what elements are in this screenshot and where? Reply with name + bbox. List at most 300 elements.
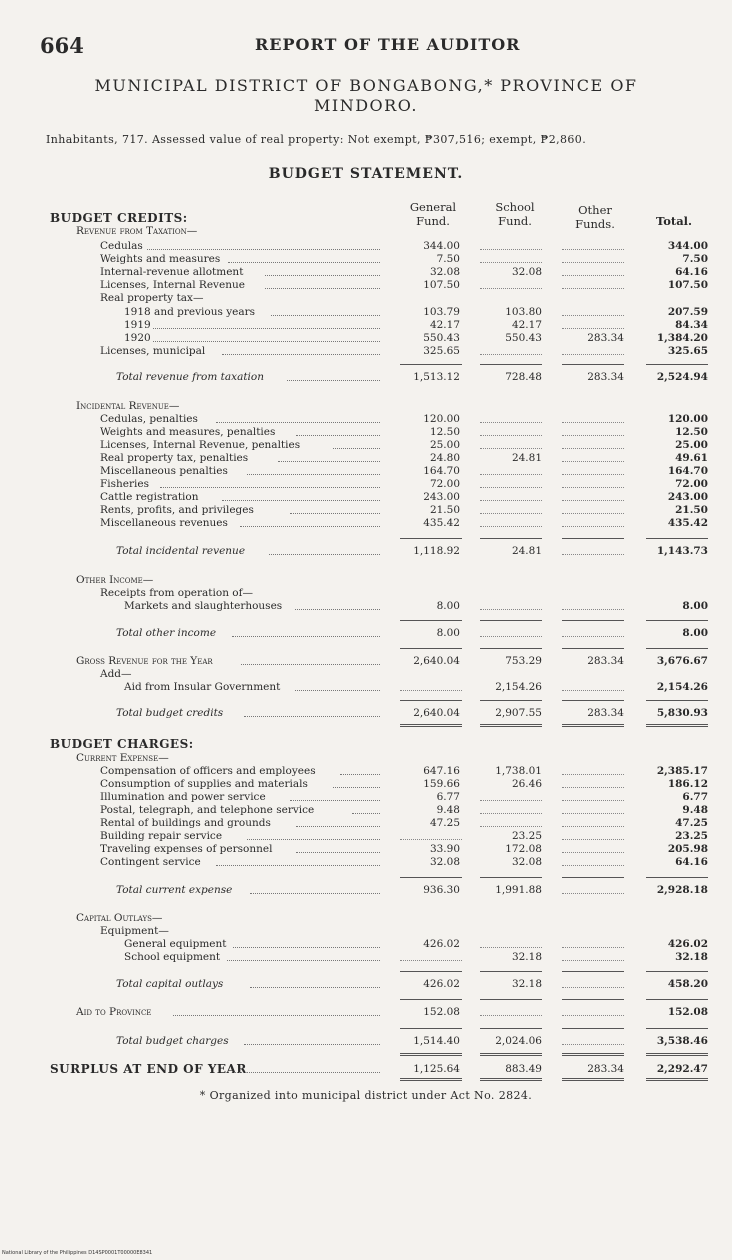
- total-value: 64.16: [675, 266, 708, 278]
- general-fund-value: 42.17: [429, 319, 460, 331]
- subtotal-rule: [480, 1028, 542, 1029]
- empty-cell-leader: [562, 1015, 624, 1016]
- empty-cell-leader: [562, 826, 624, 827]
- table-row: [0, 225, 732, 238]
- school-fund-value: 24.81: [511, 545, 542, 557]
- double-rule: [646, 724, 708, 727]
- inhabitants-line: Inhabitants, 717. Assessed value of real property: Not exempt, ₱307,516; exempt, ₱2,860.: [46, 133, 587, 146]
- table-row: [0, 253, 732, 266]
- school-fund-value: 24.81: [511, 452, 542, 464]
- total-value: 2,524.94: [656, 371, 708, 383]
- table-row: [0, 240, 732, 253]
- total-value: 25.00: [675, 439, 708, 451]
- table-row: [0, 752, 732, 765]
- general-fund-value: 152.08: [423, 1006, 460, 1018]
- general-fund-value: 47.25: [429, 817, 460, 829]
- empty-cell-leader: [562, 461, 624, 462]
- table-row: [0, 765, 732, 778]
- general-fund-value: 6.77: [436, 791, 460, 803]
- row-label: Cattle registration: [100, 491, 199, 503]
- empty-cell-leader: [562, 354, 624, 355]
- total-value: 3,676.67: [656, 655, 708, 667]
- library-credit: National Library of the Philippines D14SP0001T00000E8341: [2, 1250, 153, 1256]
- empty-cell-leader: [562, 328, 624, 329]
- total-value: 164.70: [667, 465, 708, 477]
- general-fund-value: 1,513.12: [413, 371, 460, 383]
- dot-leader: [233, 947, 380, 948]
- other-funds-value: 283.34: [587, 655, 624, 667]
- double-rule: [562, 1078, 624, 1081]
- row-label: Total budget charges: [116, 1035, 229, 1047]
- table-row: [0, 681, 732, 694]
- table-row: [0, 517, 732, 530]
- row-label: Licenses, Internal Revenue: [100, 279, 245, 291]
- row-label: 1919: [124, 319, 151, 331]
- dot-leader: [228, 262, 380, 263]
- subtotal-rule: [646, 538, 708, 539]
- subtotal-rule: [562, 538, 624, 539]
- subtotal-rule: [646, 877, 708, 878]
- empty-cell-leader: [480, 487, 542, 488]
- dot-leader: [333, 448, 380, 449]
- empty-cell-leader: [480, 813, 542, 814]
- row-label: Illumination and power service: [100, 791, 266, 803]
- empty-cell-leader: [562, 852, 624, 853]
- empty-cell-leader: [562, 448, 624, 449]
- dot-leader: [296, 826, 380, 827]
- school-fund-value: 1,991.88: [495, 884, 542, 896]
- general-fund-value: 2,640.04: [413, 707, 460, 719]
- empty-cell-leader: [480, 1015, 542, 1016]
- column-header-general-fund: General Fund.: [409, 200, 457, 228]
- subtotal-rule: [400, 1028, 462, 1029]
- row-label: Licenses, Internal Revenue, penalties: [100, 439, 301, 451]
- row-label: Aid from Insular Government: [124, 681, 281, 693]
- column-header-total: Total.: [655, 214, 693, 228]
- row-label: Internal-revenue allotment: [100, 266, 244, 278]
- table-row: [0, 843, 732, 856]
- empty-cell-leader: [562, 526, 624, 527]
- row-label: Real property tax—: [100, 292, 204, 304]
- general-fund-value: 8.00: [436, 627, 460, 639]
- dot-leader: [147, 249, 380, 250]
- dot-leader: [295, 609, 380, 610]
- row-label: Current Expense—: [76, 752, 169, 764]
- row-label: Rents, profits, and privileges: [100, 504, 254, 516]
- dot-leader: [287, 380, 380, 381]
- row-label: Gross Revenue for the Year: [76, 655, 213, 667]
- column-header-school-fund: School Fund.: [495, 200, 535, 228]
- table-row: [0, 655, 732, 668]
- dot-leader: [240, 526, 380, 527]
- total-value: 8.00: [682, 600, 708, 612]
- general-fund-value: 1,125.64: [413, 1063, 460, 1075]
- table-row: [0, 439, 732, 452]
- dot-leader: [234, 1072, 380, 1073]
- total-value: 64.16: [675, 856, 708, 868]
- dot-leader: [247, 474, 380, 475]
- dot-leader: [244, 1044, 380, 1045]
- table-row: [0, 978, 732, 991]
- empty-cell-leader: [400, 960, 462, 961]
- general-fund-value: 325.65: [423, 345, 460, 357]
- school-fund-value: 172.08: [505, 843, 542, 855]
- total-value: 207.59: [667, 306, 708, 318]
- general-fund-value: 21.50: [429, 504, 460, 516]
- row-label: Weights and measures, penalties: [100, 426, 276, 438]
- double-rule: [562, 724, 624, 727]
- subtotal-rule: [646, 999, 708, 1000]
- empty-cell-leader: [562, 813, 624, 814]
- statement-title: BUDGET STATEMENT.: [268, 166, 464, 182]
- general-fund-value: 159.66: [423, 778, 460, 790]
- general-fund-value: 24.80: [429, 452, 460, 464]
- dot-leader: [290, 800, 380, 801]
- empty-cell-leader: [480, 513, 542, 514]
- dot-leader: [265, 275, 380, 276]
- empty-cell-leader: [562, 422, 624, 423]
- dot-leader: [250, 893, 380, 894]
- empty-cell-leader: [400, 690, 462, 691]
- other-funds-value: 283.34: [587, 1063, 624, 1075]
- subtotal-rule: [400, 971, 462, 972]
- empty-cell-leader: [562, 800, 624, 801]
- double-rule: [646, 1078, 708, 1081]
- empty-cell-leader: [562, 1044, 624, 1045]
- dot-leader: [247, 839, 380, 840]
- page-number: 664: [40, 33, 84, 58]
- school-fund-value: 32.18: [511, 951, 542, 963]
- table-row: [0, 426, 732, 439]
- row-label: Miscellaneous penalties: [100, 465, 228, 477]
- table-row: [0, 491, 732, 504]
- general-fund-value: 120.00: [423, 413, 460, 425]
- row-label: Licenses, municipal: [100, 345, 206, 357]
- general-fund-value: 936.30: [423, 884, 460, 896]
- row-label: 1918 and previous years: [124, 306, 256, 318]
- row-label: Total budget credits: [116, 707, 224, 719]
- school-fund-value: 550.43: [505, 332, 542, 344]
- table-row: [0, 830, 732, 843]
- subtotal-rule: [562, 648, 624, 649]
- table-row: [0, 212, 732, 225]
- dot-leader: [250, 987, 380, 988]
- empty-cell-leader: [562, 487, 624, 488]
- subtotal-rule: [480, 877, 542, 878]
- dot-leader: [153, 341, 380, 342]
- subtotal-rule: [646, 648, 708, 649]
- general-fund-value: 1,514.40: [413, 1035, 460, 1047]
- empty-cell-leader: [562, 288, 624, 289]
- total-value: 47.25: [675, 817, 708, 829]
- subtotal-rule: [480, 620, 542, 621]
- dot-leader: [222, 500, 380, 501]
- table-row: [0, 545, 732, 558]
- empty-cell-leader: [480, 526, 542, 527]
- empty-cell-leader: [400, 839, 462, 840]
- dot-leader: [296, 435, 380, 436]
- total-value: 12.50: [675, 426, 708, 438]
- table-row: [0, 1006, 732, 1019]
- empty-cell-leader: [562, 787, 624, 788]
- empty-cell-leader: [562, 690, 624, 691]
- double-rule: [562, 1053, 624, 1056]
- row-label: Capital Outlays—: [76, 912, 163, 924]
- table-row: [0, 266, 732, 279]
- total-value: 32.18: [675, 951, 708, 963]
- row-label: Total current expense: [116, 884, 233, 896]
- subtotal-rule: [400, 700, 462, 701]
- dot-leader: [290, 513, 380, 514]
- total-value: 3,538.46: [656, 1035, 708, 1047]
- table-row: [0, 951, 732, 964]
- total-value: 325.65: [667, 345, 708, 357]
- dot-leader: [216, 422, 380, 423]
- subtotal-rule: [646, 700, 708, 701]
- row-label: Weights and measures: [100, 253, 221, 265]
- table-row: [0, 452, 732, 465]
- total-value: 2,154.26: [656, 681, 708, 693]
- subtotal-rule: [400, 364, 462, 365]
- dot-leader: [160, 487, 380, 488]
- empty-cell-leader: [480, 262, 542, 263]
- dot-leader: [244, 716, 380, 717]
- row-label: BUDGET CHARGES:: [50, 737, 194, 751]
- row-label: SURPLUS AT END OF YEAR: [50, 1062, 247, 1076]
- empty-cell-leader: [562, 513, 624, 514]
- empty-cell-leader: [562, 960, 624, 961]
- total-value: 23.25: [675, 830, 708, 842]
- subtotal-rule: [400, 538, 462, 539]
- dot-leader: [232, 636, 380, 637]
- school-fund-value: 32.18: [511, 978, 542, 990]
- row-label: 1920: [124, 332, 151, 344]
- dot-leader: [271, 315, 380, 316]
- subtotal-rule: [562, 971, 624, 972]
- total-value: 49.61: [675, 452, 708, 464]
- empty-cell-leader: [480, 354, 542, 355]
- subtotal-rule: [562, 877, 624, 878]
- school-fund-value: 32.08: [511, 266, 542, 278]
- total-value: 243.00: [667, 491, 708, 503]
- dot-leader: [269, 554, 380, 555]
- total-value: 2,292.47: [656, 1063, 708, 1075]
- row-label: Real property tax, penalties: [100, 452, 249, 464]
- school-fund-value: 883.49: [505, 1063, 542, 1075]
- total-value: 5,830.93: [656, 707, 708, 719]
- school-fund-value: 2,024.06: [495, 1035, 542, 1047]
- table-row: [0, 1063, 732, 1076]
- row-label: Cedulas, penalties: [100, 413, 198, 425]
- row-label: Incidental Revenue—: [76, 400, 180, 412]
- general-fund-value: 2,640.04: [413, 655, 460, 667]
- row-label: Revenue from Taxation—: [76, 225, 198, 237]
- total-value: 9.48: [682, 804, 708, 816]
- table-row: [0, 938, 732, 951]
- table-row: [0, 884, 732, 897]
- other-funds-value: 283.34: [587, 332, 624, 344]
- total-value: 458.20: [667, 978, 708, 990]
- table-row: [0, 332, 732, 345]
- subtotal-rule: [562, 364, 624, 365]
- table-row: [0, 292, 732, 305]
- total-value: 72.00: [675, 478, 708, 490]
- row-label: Contingent service: [100, 856, 201, 868]
- subtotal-rule: [480, 538, 542, 539]
- general-fund-value: 243.00: [423, 491, 460, 503]
- school-fund-value: 2,154.26: [495, 681, 542, 693]
- subtotal-rule: [400, 620, 462, 621]
- table-row: [0, 478, 732, 491]
- total-value: 120.00: [667, 413, 708, 425]
- dot-leader: [333, 787, 380, 788]
- empty-cell-leader: [562, 262, 624, 263]
- table-row: [0, 400, 732, 413]
- empty-cell-leader: [562, 275, 624, 276]
- empty-cell-leader: [480, 448, 542, 449]
- table-row: [0, 925, 732, 938]
- other-funds-value: 283.34: [587, 371, 624, 383]
- double-rule: [400, 724, 462, 727]
- total-value: 8.00: [682, 627, 708, 639]
- row-label: Rental of buildings and grounds: [100, 817, 271, 829]
- row-label: Total incidental revenue: [116, 545, 246, 557]
- running-head: REPORT OF THE AUDITOR: [255, 35, 521, 54]
- general-fund-value: 8.00: [436, 600, 460, 612]
- subtotal-rule: [562, 999, 624, 1000]
- total-value: 21.50: [675, 504, 708, 516]
- table-row: [0, 738, 732, 751]
- empty-cell-leader: [480, 288, 542, 289]
- empty-cell-leader: [562, 249, 624, 250]
- general-fund-value: 164.70: [423, 465, 460, 477]
- dot-leader: [173, 1015, 380, 1016]
- empty-cell-leader: [562, 315, 624, 316]
- general-fund-value: 25.00: [429, 439, 460, 451]
- dot-leader: [278, 461, 380, 462]
- table-row: [0, 791, 732, 804]
- total-value: 2,928.18: [656, 884, 708, 896]
- school-fund-value: 103.80: [505, 306, 542, 318]
- empty-cell-leader: [562, 500, 624, 501]
- subtotal-rule: [646, 364, 708, 365]
- table-row: [0, 804, 732, 817]
- subtotal-rule: [480, 648, 542, 649]
- general-fund-value: 72.00: [429, 478, 460, 490]
- row-label: Add—: [100, 668, 132, 680]
- empty-cell-leader: [562, 554, 624, 555]
- school-fund-value: 26.46: [511, 778, 542, 790]
- empty-cell-leader: [562, 474, 624, 475]
- table-row: [0, 587, 732, 600]
- empty-cell-leader: [562, 435, 624, 436]
- subtotal-rule: [480, 971, 542, 972]
- empty-cell-leader: [562, 865, 624, 866]
- general-fund-value: 32.08: [429, 266, 460, 278]
- row-label: Traveling expenses of personnel: [100, 843, 273, 855]
- row-label: Compensation of officers and employees: [100, 765, 316, 777]
- general-fund-value: 426.02: [423, 938, 460, 950]
- total-value: 426.02: [667, 938, 708, 950]
- empty-cell-leader: [480, 947, 542, 948]
- double-rule: [480, 1078, 542, 1081]
- general-fund-value: 1,118.92: [413, 545, 460, 557]
- table-row: [0, 668, 732, 681]
- total-value: 152.08: [667, 1006, 708, 1018]
- table-row: [0, 345, 732, 358]
- empty-cell-leader: [480, 500, 542, 501]
- subtotal-rule: [646, 620, 708, 621]
- empty-cell-leader: [480, 435, 542, 436]
- dot-leader: [352, 813, 380, 814]
- general-fund-value: 103.79: [423, 306, 460, 318]
- empty-cell-leader: [562, 774, 624, 775]
- row-label: Postal, telegraph, and telephone service: [100, 804, 315, 816]
- empty-cell-leader: [480, 826, 542, 827]
- double-rule: [646, 1053, 708, 1056]
- total-value: 6.77: [682, 791, 708, 803]
- row-label: Fisheries: [100, 478, 149, 490]
- table-row: [0, 465, 732, 478]
- general-fund-value: 550.43: [423, 332, 460, 344]
- dot-leader: [296, 852, 380, 853]
- row-label: Building repair service: [100, 830, 223, 842]
- subtotal-rule: [400, 648, 462, 649]
- subtotal-rule: [562, 620, 624, 621]
- row-label: Consumption of supplies and materials: [100, 778, 308, 790]
- row-label: Total other income: [116, 627, 217, 639]
- total-value: 344.00: [667, 240, 708, 252]
- school-fund-value: 23.25: [511, 830, 542, 842]
- general-fund-value: 7.50: [436, 253, 460, 265]
- row-label: Total capital outlays: [116, 978, 224, 990]
- row-label: Other Income—: [76, 574, 154, 586]
- school-fund-value: 753.29: [505, 655, 542, 667]
- row-label: Aid to Province: [76, 1006, 152, 1018]
- row-label: Miscellaneous revenues: [100, 517, 228, 529]
- general-fund-value: 9.48: [436, 804, 460, 816]
- table-row: [0, 600, 732, 613]
- empty-cell-leader: [480, 422, 542, 423]
- table-row: [0, 707, 732, 720]
- table-row: [0, 319, 732, 332]
- total-value: 186.12: [667, 778, 708, 790]
- dot-leader: [222, 354, 380, 355]
- column-header-other-funds: Other Funds.: [575, 203, 615, 231]
- subtotal-rule: [646, 1028, 708, 1029]
- table-row: [0, 413, 732, 426]
- empty-cell-leader: [562, 839, 624, 840]
- dot-leader: [241, 664, 380, 665]
- dot-leader: [227, 960, 380, 961]
- table-row: [0, 371, 732, 384]
- school-fund-value: 42.17: [511, 319, 542, 331]
- total-value: 84.34: [675, 319, 708, 331]
- subtotal-rule: [400, 999, 462, 1000]
- empty-cell-leader: [562, 893, 624, 894]
- general-fund-value: 435.42: [423, 517, 460, 529]
- table-row: [0, 504, 732, 517]
- table-row: [0, 574, 732, 587]
- total-value: 205.98: [667, 843, 708, 855]
- empty-cell-leader: [562, 609, 624, 610]
- total-value: 107.50: [667, 279, 708, 291]
- double-rule: [400, 1078, 462, 1081]
- empty-cell-leader: [480, 474, 542, 475]
- double-rule: [480, 1053, 542, 1056]
- subtotal-rule: [400, 877, 462, 878]
- general-fund-value: 12.50: [429, 426, 460, 438]
